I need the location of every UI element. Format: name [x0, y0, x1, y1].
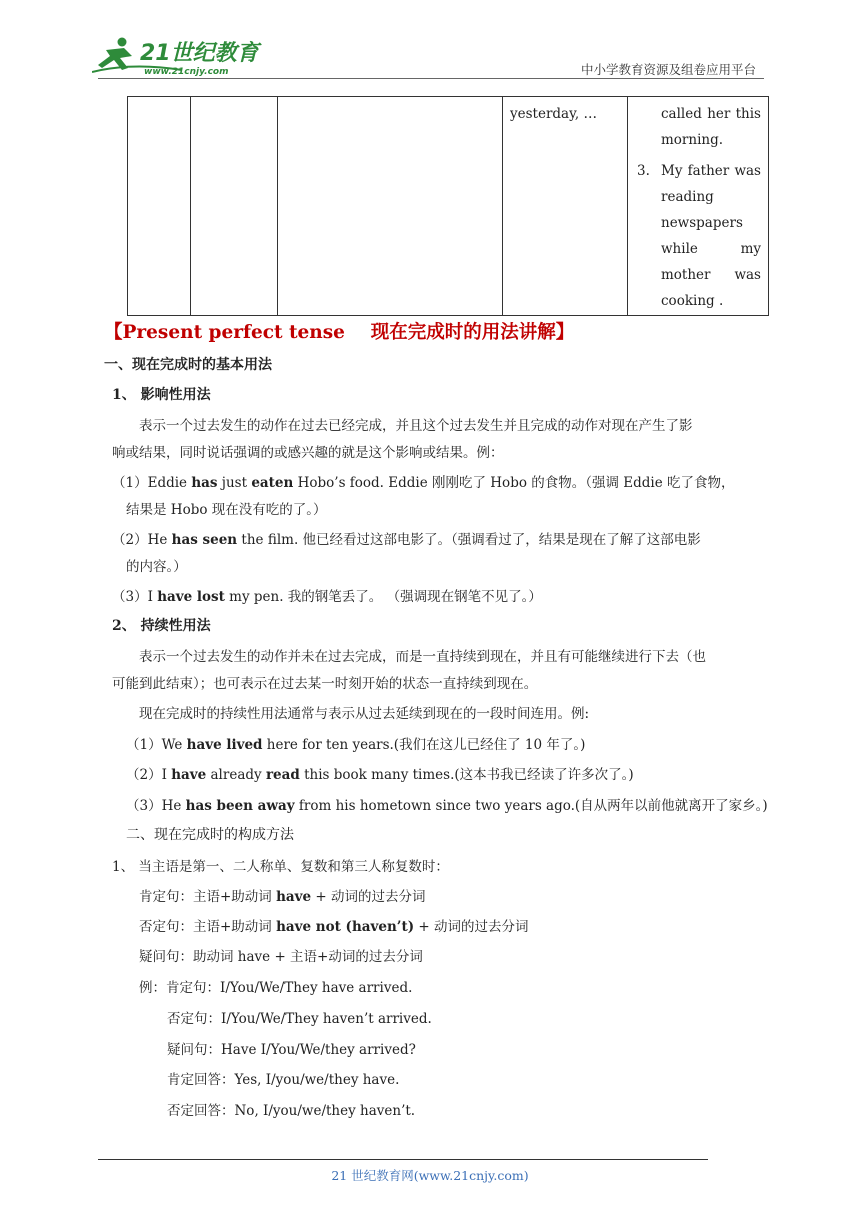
example-text: morning.: [661, 132, 724, 148]
example-line: [661, 106, 761, 122]
logo-text: 21世纪教育: [140, 41, 259, 66]
example-text: newspapers: [661, 215, 743, 231]
sub2-desc: 现在完成时的持续性用法通常与表示从过去延续到现在的一段时间连用。例:: [139, 706, 590, 722]
example-line: [661, 241, 761, 257]
part2-heading: 二、现在完成时的构成方法: [126, 827, 294, 843]
header-divider: [98, 78, 764, 79]
sub2-desc: 可能到此结束）；也可表示在过去某一时刻开始的状态一直持续到现在。: [112, 676, 538, 692]
example-word: father: [687, 163, 730, 179]
example-number: 3.: [637, 163, 650, 179]
example-word: called: [661, 106, 702, 122]
formula-question: 疑问句：助动词 have + 主语+动词的过去分词: [139, 949, 423, 965]
section-title: 【Present perfect tense 现在完成时的用法讲解】: [104, 322, 575, 343]
table-column-divider: [502, 97, 503, 315]
sub1-desc: 表示一个过去发生的动作在过去已经完成，并且这个过去发生并且完成的动作对现在产生了影: [139, 418, 693, 434]
example-text: reading: [661, 189, 714, 205]
example-line: [661, 267, 761, 283]
formula-affirmative: 肯定句：主语+助动词 have + 动词的过去分词: [139, 889, 426, 905]
example-line: [661, 215, 761, 231]
formula-negative: 否定句：主语+助动词 have not (haven’t) + 动词的过去分词: [139, 919, 529, 935]
part1-heading: 一、现在完成时的基本用法: [104, 357, 272, 373]
table-column-divider: [190, 97, 191, 315]
example-word: while: [661, 241, 698, 257]
example-word: mother: [661, 267, 711, 283]
example-word: was: [734, 163, 761, 179]
example-sentence: （3）He has been away from his hometown since two years ago.(自从两年以前他就离开了家乡。): [126, 798, 768, 814]
example-word: my: [740, 241, 761, 257]
footer-divider: [98, 1159, 708, 1160]
example-no-answer: 否定回答：No, I/you/we/they haven’t.: [167, 1103, 416, 1119]
example-affirmative: 例：肯定句：I/You/We/They have arrived.: [139, 980, 413, 996]
tense-table-fragment: [127, 96, 769, 316]
table-column-divider: [627, 97, 628, 315]
example-sentence: （1）Eddie has just eaten Hobo’s food. Eddie 刚刚吃了 Hobo 的食物。（强调 Eddie 吃了食物，: [112, 475, 735, 491]
logo-url: www.21cnjy.com: [144, 67, 229, 77]
footer-link[interactable]: 21 世纪教育网(www.21cnjy.com): [331, 1168, 529, 1183]
example-sentence: （3）I have lost my pen. 我的钢笔丢了。 （强调现在钢笔不见了。）: [112, 589, 542, 605]
example-sentence: （2）I have already read this book many times.(这本书我已经读了许多次了。): [126, 767, 634, 783]
example-yes-answer: 肯定回答：Yes, I/you/we/they have.: [167, 1072, 400, 1088]
table-cell-time-words: yesterday, …: [510, 106, 598, 122]
example-word: her: [707, 106, 731, 122]
part2-item: 1、 当主语是第一、二人称单、复数和第三人称复数时：: [112, 859, 449, 875]
example-word: this: [735, 106, 761, 122]
example-sentence: （1）We have lived here for ten years.(我们在这儿已经住了 10 年了。): [126, 737, 586, 753]
example-line: [661, 163, 761, 179]
example-text: cooking .: [661, 293, 724, 309]
sub2-desc: 表示一个过去发生的动作并未在过去完成，而是一直持续到现在，并且有可能继续进行下去（也: [139, 649, 706, 665]
example-line: [661, 189, 761, 205]
example-negative: 否定句：I/You/We/They haven’t arrived.: [167, 1011, 432, 1027]
sub2-heading: 2、 持续性用法: [112, 618, 211, 634]
table-column-divider: [277, 97, 278, 315]
example-sentence: 结果是 Hobo 现在没有吃的了。）: [126, 502, 327, 518]
example-word: My: [661, 163, 683, 179]
example-line: [661, 293, 761, 309]
sub1-heading: 1、 影响性用法: [112, 387, 211, 403]
site-logo: [92, 34, 262, 80]
sub1-desc: 响或结果，同时说话强调的或感兴趣的就是这个影响或结果。例：: [112, 445, 504, 461]
example-sentence: 的内容。）: [126, 559, 187, 575]
example-word: was: [734, 267, 761, 283]
platform-label: 中小学教育资源及组卷应用平台: [580, 62, 756, 77]
example-sentence: （2）He has seen the film. 他已经看过这部电影了。（强调看过了，结果是现在了解了这部电影: [112, 532, 701, 548]
example-line: [661, 132, 761, 148]
example-question: 疑问句：Have I/You/We/they arrived?: [167, 1042, 416, 1058]
